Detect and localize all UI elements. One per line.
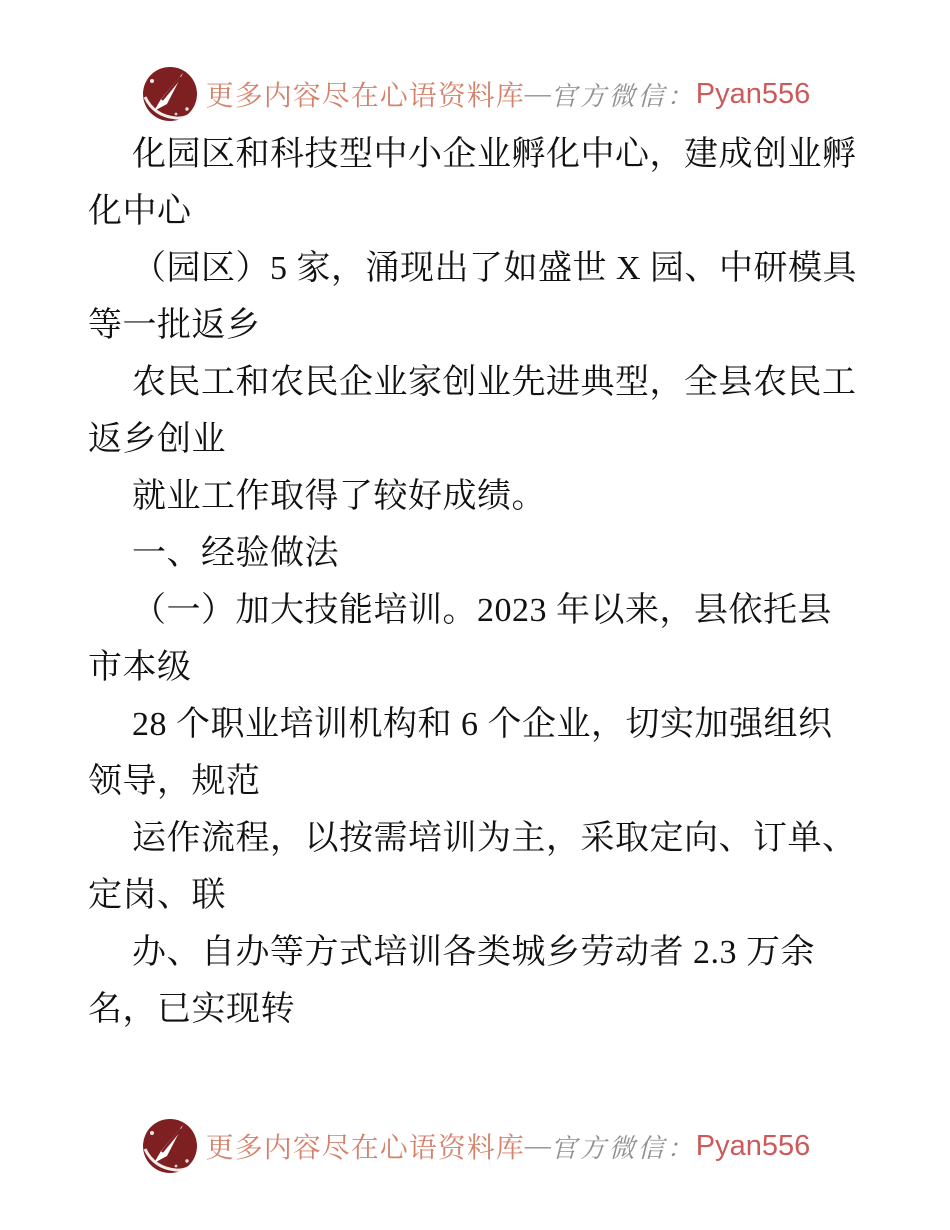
- text-line: 领导，规范: [88, 763, 261, 800]
- text-line: 定岗、联: [88, 877, 226, 914]
- text-line: 28 个职业培训机构和 6 个企业，切实加强组织: [132, 706, 833, 743]
- xinyu-library-logo-icon: [140, 1116, 200, 1176]
- watermark-brand-text: 更多内容尽在心语资料库: [205, 81, 525, 112]
- text-line: 一、经验做法: [132, 535, 339, 572]
- watermark-wechat-id: Pyan556: [695, 1129, 811, 1162]
- text-line: （一）加大技能培训。2023 年以来，县依托县: [132, 592, 832, 629]
- watermark-dash: —: [524, 1131, 551, 1160]
- watermark-dash: —: [524, 79, 551, 108]
- text-line: 返乡创业: [88, 421, 226, 458]
- watermark-wechat-label: 官方微信：: [550, 1133, 696, 1163]
- text-line: 运作流程，以按需培训为主，采取定向、订单、: [132, 820, 857, 857]
- text-line: 名，已实现转: [88, 991, 295, 1028]
- text-line: 市本级: [88, 649, 192, 686]
- text-line: 化中心: [88, 193, 192, 230]
- watermark-brand-text: 更多内容尽在心语资料库: [205, 1133, 525, 1164]
- header-watermark: [0, 64, 950, 124]
- text-line: 农民工和农民企业家创业先进典型，全县农民工: [132, 364, 857, 401]
- watermark-wechat-id: Pyan556: [695, 77, 811, 110]
- watermark-wechat-label: 官方微信：: [550, 81, 696, 111]
- xinyu-library-logo-icon: [140, 64, 200, 124]
- text-line: 就业工作取得了较好成绩。: [132, 478, 546, 515]
- text-line: （园区）5 家，涌现出了如盛世 X 园、中研模具: [132, 250, 858, 287]
- text-line: 等一批返乡: [88, 307, 261, 344]
- text-line: 办、自办等方式培训各类城乡劳动者 2.3 万余: [132, 934, 815, 971]
- text-line: 化园区和科技型中小企业孵化中心，建成创业孵: [132, 136, 857, 173]
- footer-watermark: [0, 1116, 950, 1176]
- document-body: [88, 126, 878, 1038]
